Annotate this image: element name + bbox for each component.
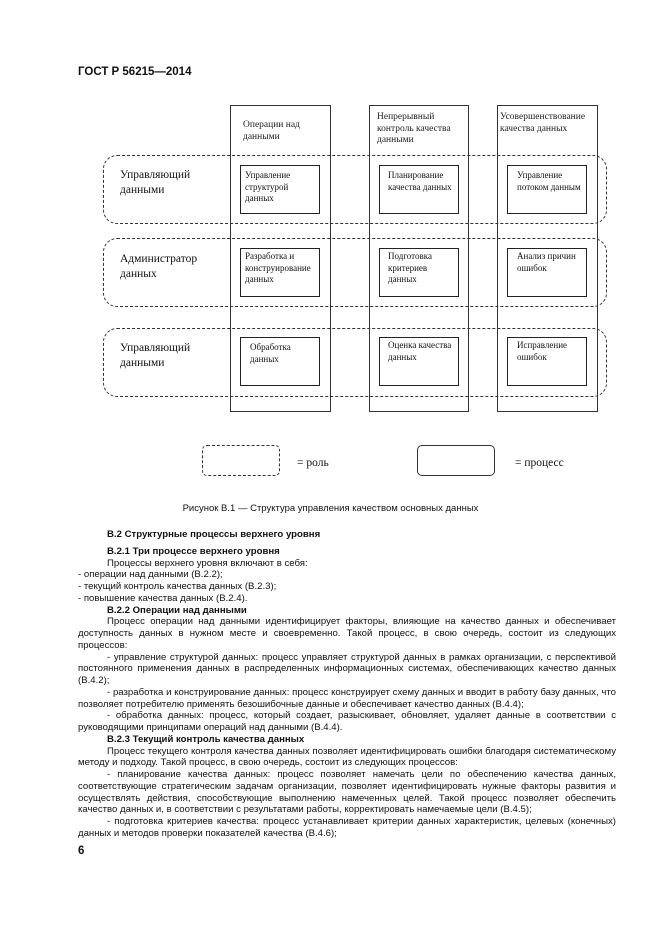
process-box: Исправление ошибок xyxy=(507,337,587,386)
paragraph: Процесс операции над данными идентифицирует факторы, влияющие на качество данных и обеспечивает доступность данных в нужном месте и своевременно. Такой процесс, в свою очередь, состоит из следующих процессов: xyxy=(78,616,616,651)
legend-process-label: = процесс xyxy=(515,457,564,469)
paragraph: Процессы верхнего уровня включают в себя: xyxy=(107,557,308,569)
process-box: Оценка качества данных xyxy=(379,337,459,386)
process-box: Планирование качества данных xyxy=(379,165,459,214)
legend-role-label: = роль xyxy=(297,457,329,469)
process-box: Подготовка критериев данных xyxy=(379,248,459,297)
list-item: - повышение качества данных (В.2.4). xyxy=(78,592,248,604)
role-label: Управляющий данными xyxy=(120,169,191,196)
paragraph: - планирование качества данных: процесс позволяет намечать цели по обеспечению качества данных, соответствующие стратегическим задачам организации, позволяет идентифицировать нужные факторы развития и осуществлять действия, способствующие выполнению намеченных целей. Такой процесс позволяет обеспечить качество данных и, в соответствии с результатами работы, корректировать намечаемые цели (В.4.5); xyxy=(78,769,616,816)
subsection-heading: В.2.2 Операции над данными xyxy=(107,604,247,616)
column-title: Непрерывный контроль качества данными xyxy=(377,112,451,145)
paragraph: - обработка данных: процесс, который создает, разыскивает, обновляет, удаляет данные в соответствии с руководящими принципами операций над данными (В.4.4). xyxy=(78,710,616,733)
paragraph: - разработка и конструирование данных: процесс конструирует схему данных и вводит в работу базу данных, что позволяет потребителю применять безошибочные данные и обеспечивает качество данных (В.4.4); xyxy=(78,686,616,710)
process-box: Обработка данных xyxy=(240,337,320,386)
list-item: - операции над данными (В.2.2); xyxy=(78,569,223,581)
paragraph: - подготовка критериев качества: процесс устанавливает критерии данных характеристик, целевых (конечных) данных и методов проверки показателей качества (В.4.6); xyxy=(78,816,616,839)
list-item: - текущий контроль качества данных (В.2.3); xyxy=(78,581,277,592)
legend-process-swatch xyxy=(417,445,495,476)
paragraph: Процесс текущего контроля качества данных позволяет идентифицировать ошибки благодаря систематическому методу и подходу. Такой процесс, в свою очередь, состоит из следующих процессов: xyxy=(78,745,616,769)
role-label: Управляющий данными xyxy=(120,342,191,369)
process-box: Анализ причин ошибок xyxy=(507,248,587,297)
column-title: Усовершенствование качества данных xyxy=(500,112,586,134)
process-box: Управление структурой данных xyxy=(240,165,320,214)
paragraph: - управление структурой данных: процесс управляет структурой данных в рамках организации, с перспективой постоянного применения данных в распределенных информационных системах, обеспечивающих качество данных (В.4.2); xyxy=(78,651,616,686)
subsection-heading: В.2.3 Текущий контроль качества данных xyxy=(107,733,305,745)
figure-caption: Рисунок В.1 — Структура управления качеством основных данных xyxy=(182,503,479,514)
legend-role-swatch xyxy=(202,445,280,476)
role-label: Администратор данных xyxy=(120,253,198,280)
page-number: 6 xyxy=(78,845,85,857)
subsection-heading: В.2.1 Три процессе верхнего уровня xyxy=(107,545,280,557)
column-title: Операции над данными xyxy=(243,120,300,142)
process-box: Управление потоком данным xyxy=(507,165,587,214)
body-text xyxy=(78,529,616,840)
section-heading: В.2 Структурные процессы верхнего уровня xyxy=(107,529,321,540)
standard-header: ГОСТ Р 56215—2014 xyxy=(78,66,192,78)
process-box: Разработка и конструирование данных xyxy=(240,248,320,297)
